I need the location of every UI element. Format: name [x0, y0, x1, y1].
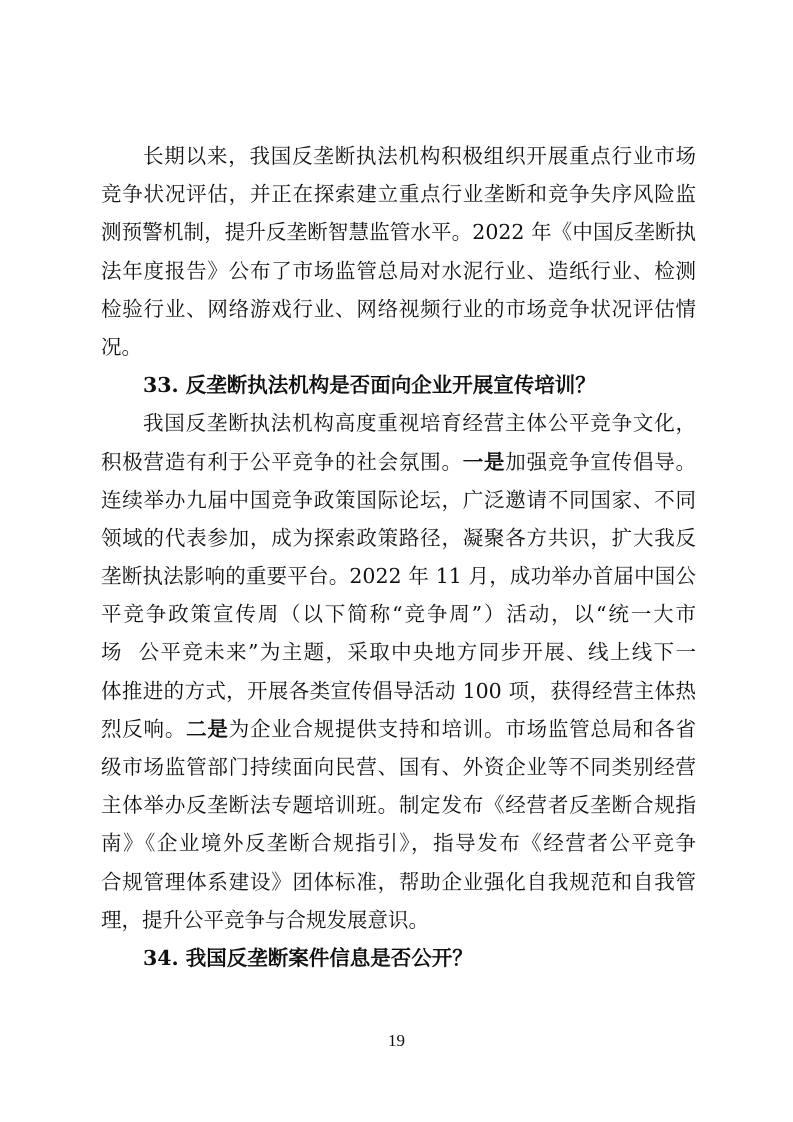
- text-line: 合规管理体系建设》团体标准，帮助企业强化自我规范和自我管: [101, 869, 696, 894]
- text-line: [101, 443, 696, 481]
- text-line: 垄断执法影响的重要平台。2022 年 11 月，成功举办首届中国公: [101, 564, 696, 589]
- text-run: 积极营造有利于公平竞争的社会氛围。: [101, 449, 463, 474]
- text-line: 况。: [101, 334, 142, 359]
- text-line: 场 公平竞未来”为主题，采取中央地方同步开展、线上线下一: [101, 640, 696, 665]
- text-line: 体推进的方式，开展各类宣传倡导活动 100 项，获得经营主体热: [101, 678, 696, 703]
- paragraph-competition-assessment: [101, 137, 696, 366]
- text-run: 烈反响。: [101, 716, 187, 741]
- text-line: 长期以来，我国反垄断执法机构积极组织开展重点行业市场: [143, 144, 696, 168]
- text-line: 平竞争政策宣传周（以下简称“竞争周”）活动，以“统一大市: [101, 602, 696, 627]
- point-one-label: 一是: [462, 449, 506, 474]
- text-line: 理，提升公平竞争与合规发展意识。: [101, 907, 429, 932]
- text-line: 竞争状况评估，并正在探索建立重点行业垄断和竞争失序风险监: [101, 182, 696, 207]
- text-line: [101, 710, 696, 748]
- text-run: 加强竞争宣传倡导。: [505, 449, 696, 474]
- text-line: 测预警机制，提升反垄断智慧监管水平。2022 年《中国反垄断执: [101, 220, 696, 245]
- point-two-label: 二是: [186, 716, 229, 741]
- page-number: 19: [388, 1031, 405, 1050]
- section-heading-33: 33. 反垄断执法机构是否面向企业开展宣传培训？: [143, 373, 596, 398]
- text-line: 我国反垄断执法机构高度重视培育经营主体公平竞争文化，: [143, 411, 696, 436]
- section-heading-34: 34. 我国反垄断案件信息是否公开？: [143, 945, 473, 970]
- text-line: 领域的代表参加，成为探索政策路径，凝聚各方共识，扩大我反: [101, 525, 696, 550]
- text-line: 级市场监管部门持续面向民营、国有、外资企业等不同类别经营: [101, 755, 696, 779]
- paragraph-publicity-training: [101, 404, 696, 939]
- text-line: 南》《企业境外反垄断合规指引》，指导发布《经营者公平竞争: [101, 831, 696, 856]
- text-run: 为企业合规提供支持和培训。市场监管总局和各省: [228, 716, 696, 741]
- text-line: 连续举办九届中国竞争政策国际论坛，广泛邀请不同国家、不同: [101, 487, 696, 512]
- text-line: 检验行业、网络游戏行业、网络视频行业的市场竞争状况评估情: [101, 296, 696, 321]
- text-line: 主体举办反垄断法专题培训班。制定发布《经营者反垄断合规指: [101, 793, 696, 818]
- text-line: 法年度报告》公布了市场监管总局对水泥行业、造纸行业、检测: [101, 258, 696, 283]
- page-body: [101, 137, 696, 977]
